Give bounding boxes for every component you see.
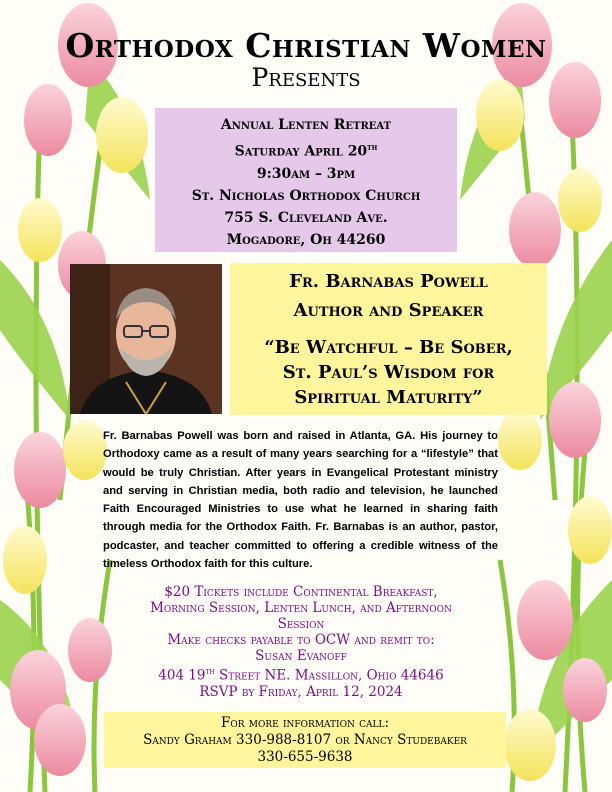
talk-title-line-3: Spiritual Maturity” bbox=[294, 387, 483, 408]
retreat-venue: St. Nicholas Orthodox Church bbox=[191, 187, 421, 204]
speaker-name: Fr. Barnabas Powell bbox=[289, 271, 488, 292]
speaker-role: Author and Speaker bbox=[293, 300, 484, 321]
rsvp-line: RSVP by Friday, April 12, 2024 bbox=[199, 683, 403, 700]
remit-address-number: 404 19 bbox=[158, 667, 206, 684]
remit-address-street: Street NE. Massillon, Ohio 44646 bbox=[214, 667, 444, 684]
page-title: Orthodox Christian Women bbox=[65, 26, 547, 65]
contact-line-1: For more information call: bbox=[220, 715, 390, 731]
retreat-details-box bbox=[155, 108, 457, 252]
tickets-line-5: Susan Evanoff bbox=[255, 648, 347, 664]
page-subtitle: Presents bbox=[251, 63, 361, 92]
remit-address-suffix: th bbox=[205, 667, 215, 676]
retreat-street: 755 S. Cleveland Ave. bbox=[224, 209, 388, 226]
contact-line-2: Sandy Graham 330-988-8107 or Nancy Studebaker bbox=[143, 732, 467, 748]
retreat-date-suffix: th bbox=[367, 142, 378, 152]
tickets-line-1: $20 Tickets include Continental Breakfast, bbox=[164, 584, 438, 600]
remit-address bbox=[100, 664, 502, 684]
retreat-date: Saturday April 20 bbox=[234, 143, 368, 160]
talk-title bbox=[234, 335, 543, 410]
retreat-city: Mogadore, Oh 44260 bbox=[226, 231, 386, 248]
retreat-time: 9:30am – 3pm bbox=[256, 165, 356, 182]
contact-line-3: 330-655-9638 bbox=[257, 749, 353, 765]
speaker-bio: Fr. Barnabas Powell was born and raised in Atlanta, GA. His journey to Orthodoxy came as a result of many years searching for a “lifestyle” that would be truly Christian. After years in Evangelical Protestant ministry and serving in Christian media, both radio and television, he launched Faith Encouraged Ministries to use what he learned in sharing faith through media for the Orthodox Faith. Fr. Barnabas is an author, pastor, podcaster, and teacher committed to offering a credible witness of the timeless Orthodox faith for this culture. bbox=[103, 430, 498, 571]
retreat-name: Annual Lenten Retreat bbox=[220, 117, 392, 133]
talk-title-line-1: “Be Watchful – Be Sober, bbox=[264, 337, 513, 358]
retreat-date-line bbox=[155, 136, 457, 163]
speaker-photo bbox=[70, 264, 222, 414]
tickets-line-2: Morning Session, Lenten Lunch, and Afternoon bbox=[150, 600, 452, 616]
speaker-box bbox=[230, 263, 547, 415]
talk-title-line-2: St. Paul’s Wisdom for bbox=[282, 362, 495, 383]
tickets-line-4: Make checks payable to OCW and remit to: bbox=[167, 632, 435, 648]
tickets-line-3: Session bbox=[277, 616, 325, 632]
contact-info-box bbox=[104, 712, 506, 768]
tickets-info bbox=[100, 584, 502, 700]
